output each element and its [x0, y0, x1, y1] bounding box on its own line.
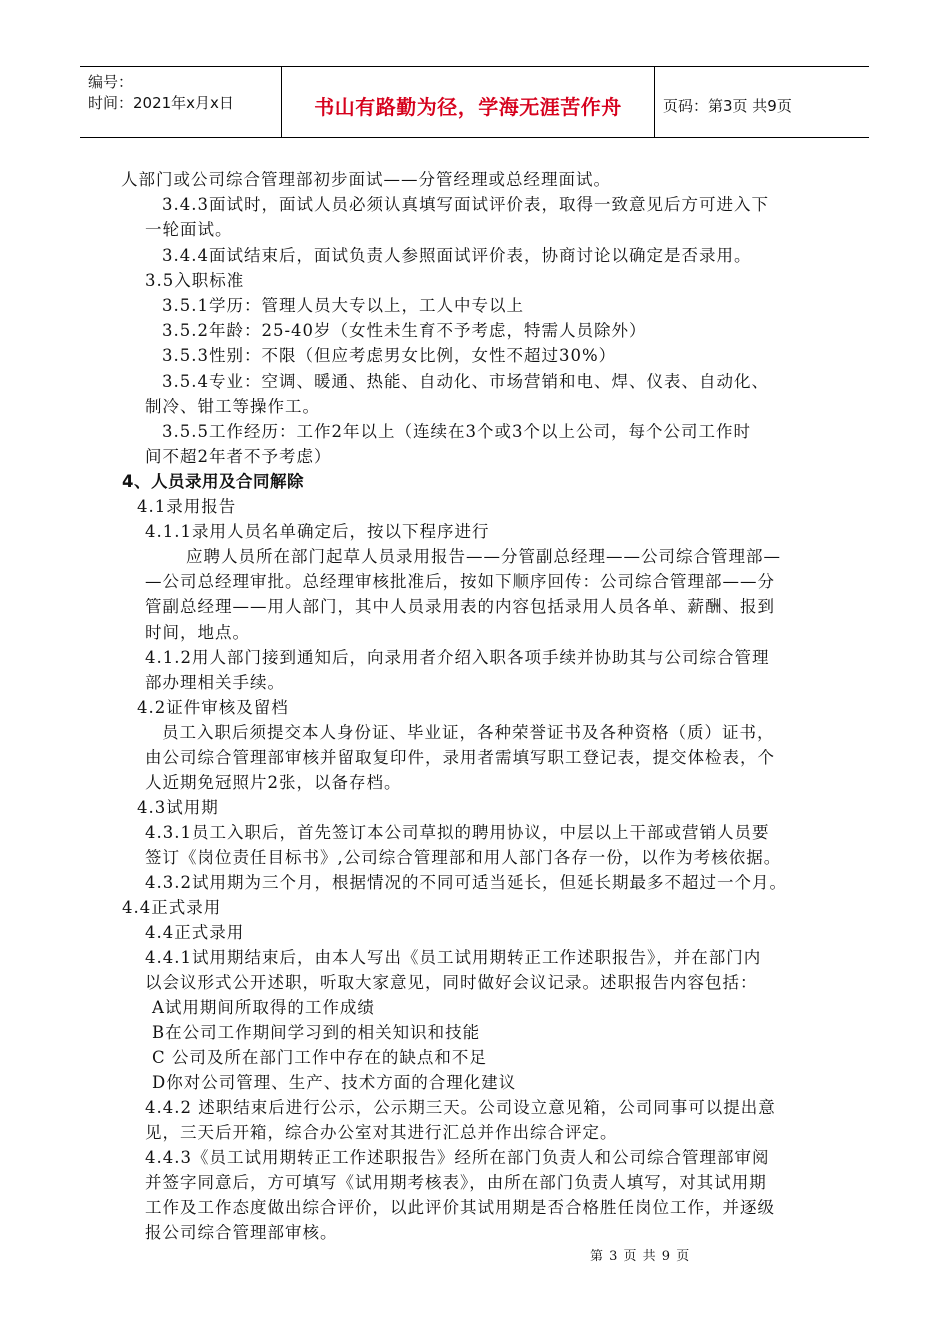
body-line: 人部门或公司综合管理部初步面试——分管经理或总经理面试。 [121, 170, 611, 189]
body-line: 4.4.1试用期结束后，由本人写出《员工试用期转正工作述职报告》，并在部门内 [145, 948, 762, 967]
body-line: 管副总经理——用人部门，其中人员录用表的内容包括录用人员各单、薪酬、报到 [145, 597, 775, 616]
document-header [80, 66, 869, 138]
body-line: 4.4.3《员工试用期转正工作述职报告》经所在部门负责人和公司综合管理部审阅 [145, 1148, 770, 1167]
header-page-cell [655, 67, 869, 137]
body-line: 人近期免冠照片2张，以备存档。 [145, 773, 402, 792]
body-line: 工作及工作态度做出综合评价，以此评价其试用期是否合格胜任岗位工作，并逐级 [145, 1198, 775, 1217]
body-line: 一轮面试。 [145, 220, 233, 239]
section-heading: 4.1录用报告 [137, 497, 237, 516]
list-item: C 公司及所在部门工作中存在的缺点和不足 [152, 1048, 487, 1067]
time-label: 时间：2021年x月x日 [88, 94, 234, 112]
list-item: B在公司工作期间学习到的相关知识和技能 [152, 1023, 481, 1042]
body-line: 见，三天后开箱，综合办公室对其进行汇总并作出综合评定。 [145, 1123, 618, 1142]
body-line: 3.5.1学历：管理人员大专以上，工人中专以上 [162, 296, 524, 315]
body-line: 报公司综合管理部审核。 [145, 1223, 338, 1242]
header-meta [80, 67, 282, 137]
section-heading: 4.2证件审核及留档 [137, 698, 289, 717]
page-footer: 第 3 页 共 9 页 [590, 1249, 691, 1264]
list-item: D你对公司管理、生产、技术方面的合理化建议 [152, 1073, 517, 1092]
body-line: 部办理相关手续。 [145, 673, 285, 692]
body-line: 由公司综合管理部审核并留取复印件，录用者需填写职工登记表，提交体检表，个 [145, 748, 775, 767]
body-line: 3.5.3性别：不限（但应考虑男女比例，女性不超过30%） [162, 346, 617, 365]
body-line: 签订《岗位责任目标书》,公司综合管理部和用人部门各存一份，以作为考核依据。 [145, 848, 782, 867]
body-line: 4.1.2用人部门接到通知后，向录用者介绍入职各项手续并协助其与公司综合管理 [145, 648, 770, 667]
body-line: 以会议形式公开述职，听取大家意见，同时做好会议记录。述职报告内容包括： [145, 973, 758, 992]
number-label: 编号： [88, 73, 134, 91]
body-line: 3.4.4面试结束后，面试负责人参照面试评价表，协商讨论以确定是否录用。 [162, 246, 752, 265]
body-line: 3.4.3面试时，面试人员必须认真填写面试评价表，取得一致意见后方可进入下 [162, 195, 769, 214]
body-line: 3.5.4专业：空调、暖通、热能、自动化、市场营销和电、焊、仪表、自动化、 [162, 372, 769, 391]
body-line: 并签字同意后，方可填写《试用期考核表》，由所在部门负责人填写，对其试用期 [145, 1173, 767, 1192]
page-label: 页码：第3页 共9页 [663, 96, 792, 115]
body-line: 3.5.5工作经历：工作2年以上（连续在3个或3个以上公司，每个公司工作时 [162, 422, 751, 441]
body-line: 间不超2年者不予考虑） [145, 447, 332, 466]
section-heading: 4.4正式录用 [122, 898, 222, 917]
body-line: 4.3.1员工入职后，首先签订本公司草拟的聘用协议，中层以上干部或营销人员要 [145, 823, 770, 842]
body-line: 4.1.1录用人员名单确定后，按以下程序进行 [145, 522, 490, 541]
body-line: 3.5.2年龄：25-40岁（女性未生育不予考虑，特需人员除外） [162, 321, 647, 340]
body-line: 4.3.2试用期为三个月，根据情况的不同可适当延长，但延长期最多不超过一个月。 [145, 873, 787, 892]
section-heading: 4.4正式录用 [145, 923, 245, 942]
body-line: 制冷、钳工等操作工。 [145, 397, 320, 416]
list-item: A试用期间所取得的工作成绩 [152, 998, 375, 1017]
section-heading: 4.3试用期 [137, 798, 219, 817]
motto: 书山有路勤为径，学海无涯苦作舟 [314, 94, 622, 119]
section-heading: 3.5入职标准 [145, 271, 245, 290]
body-line: 时间，地点。 [145, 623, 250, 642]
header-motto-cell [282, 67, 655, 137]
body-line: 应聘人员所在部门起草人员录用报告——分管副总经理——公司综合管理部— [186, 547, 781, 566]
body-line: 员工入职后须提交本人身份证、毕业证，各种荣誉证书及各种资格（质）证书， [162, 723, 775, 742]
body-line: 4.4.2 述职结束后进行公示，公示期三天。公司设立意见箱，公司同事可以提出意 [145, 1098, 776, 1117]
body-line: —公司总经理审批。总经理审核批准后，按如下顺序回传：公司综合管理部——分 [145, 572, 775, 591]
chapter-heading: 4、人员录用及合同解除 [122, 472, 304, 491]
